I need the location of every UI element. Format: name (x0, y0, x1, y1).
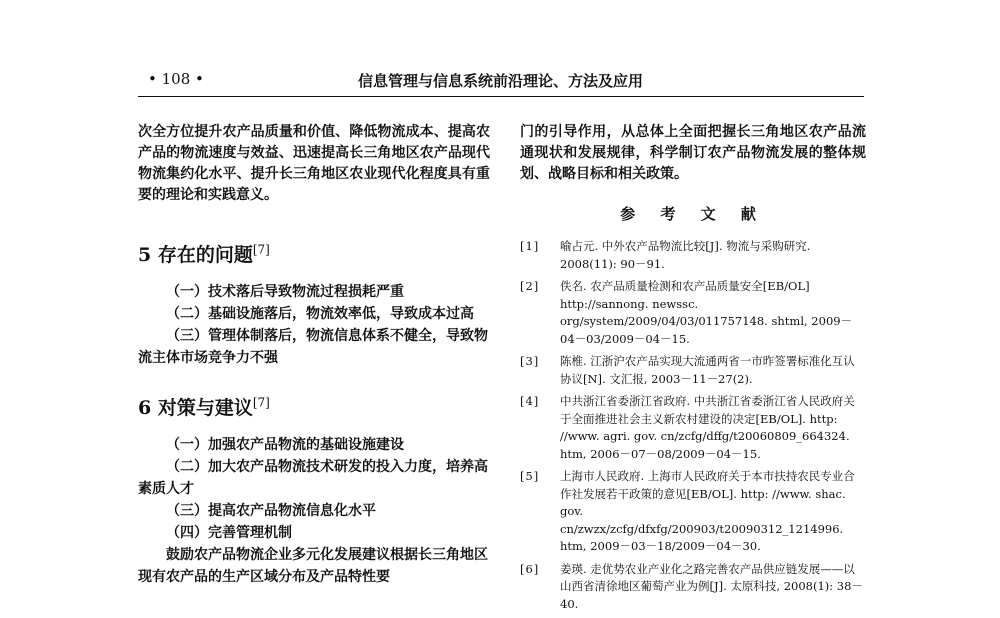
problem-item: （二）基础设施落后，物流效率低，导致成本过高 (166, 306, 474, 322)
right-column (520, 122, 866, 618)
reference-entry (520, 278, 866, 348)
measure-item: （一）加强农产品物流的基础设施建设 (166, 437, 404, 453)
measure-item: （二）加大农产品物流技术研发的投入力度，培养高素质人才 (138, 459, 488, 497)
measure-item: （四）完善管理机制 (166, 525, 292, 541)
running-title: 信息管理与信息系统前沿理论、方法及应用 (358, 72, 644, 90)
references-title: 参 考 文 献 (620, 205, 766, 223)
reference-number: [6] (520, 561, 540, 576)
reference-number: [5] (520, 469, 540, 483)
section-6-title: 6 对策与建议 (138, 397, 253, 419)
section-5-heading (138, 240, 490, 267)
reference-number: [1] (520, 239, 540, 253)
problem-item: （三）管理体制落后，物流信息体系不健全，导致物流主体市场竞争力不强 (138, 328, 488, 366)
section-5-title: 5 存在的问题 (138, 244, 253, 266)
left-column (138, 122, 490, 588)
section-6-cite: [7] (252, 395, 270, 410)
page-number: • 108 • (148, 70, 204, 88)
reference-text: 佚名. 农产品质量检测和农产品质量安全[EB/OL] http://sannong. newssc. org/system/2009/04/03/011757148. shtml, 2009－04－03/2009－04－15. (560, 279, 853, 346)
reference-entry (520, 468, 866, 556)
section-5-cite: [7] (252, 242, 270, 257)
section-6-heading (138, 393, 490, 420)
reference-text: 喻占元. 中外农产品物流比较[J]. 物流与采购研究. 2008(11): 90－91. (560, 239, 811, 271)
reference-entry (520, 561, 866, 614)
reference-text: 姜瑛. 走优势农业产业化之路完善农产品供应链发展——以山西省清徐地区葡萄产业为例[J]. 太原科技, 2008(1): 38－40. (560, 561, 863, 611)
running-header (138, 66, 864, 97)
reference-number: [4] (520, 394, 540, 408)
reference-number: [3] (520, 354, 540, 368)
reference-entry (520, 238, 866, 273)
closing-paragraph: 鼓励农产品物流企业多元化发展建议根据长三角地区现有农产品的生产区域分布及产品特性要 (138, 547, 488, 585)
reference-entry (520, 353, 866, 388)
measure-item: （三）提高农产品物流信息化水平 (166, 503, 376, 519)
reference-number: [2] (520, 279, 540, 293)
reference-text: 陈椎. 江浙沪农产品实现大流通两省一市昨签署标准化互认协议[N]. 文汇报, 2003－11－27(2). (560, 354, 855, 386)
reference-text: 中共浙江省委浙江省政府. 中共浙江省委浙江省人民政府关于全面推进社会主义新农村建设的决定[EB/OL]. http: //www. agri. gov. cn/zcfg/dffg/t20060809_664324. htm, 2006－07－08/2009－04－15. (560, 394, 855, 461)
intro-paragraph: 次全方位提升农产品质量和价值、降低物流成本、提高农产品的物流速度与效益、迅速提高长三角地区农产品现代物流集约化水平、提升长三角地区农业现代化程度具有重要的理论和实践意义。 (138, 124, 490, 203)
reference-text: 上海市人民政府. 上海市人民政府关于本市扶持农民专业合作社发展若干政策的意见[EB/OL]. http: //www. shac. gov. cn/zwzx/zcfg/dfxfg/200903/t20090312_1214996. htm, 2009－03－18/2009－04－30. (560, 469, 855, 553)
continuation-paragraph: 门的引导作用，从总体上全面把握长三角地区农产品流通现状和发展规律，科学制订农产品物流发展的整体规划、战略目标和相关政策。 (520, 124, 866, 182)
problem-item: （一）技术落后导致物流过程损耗严重 (166, 284, 404, 300)
reference-entry (520, 393, 866, 463)
